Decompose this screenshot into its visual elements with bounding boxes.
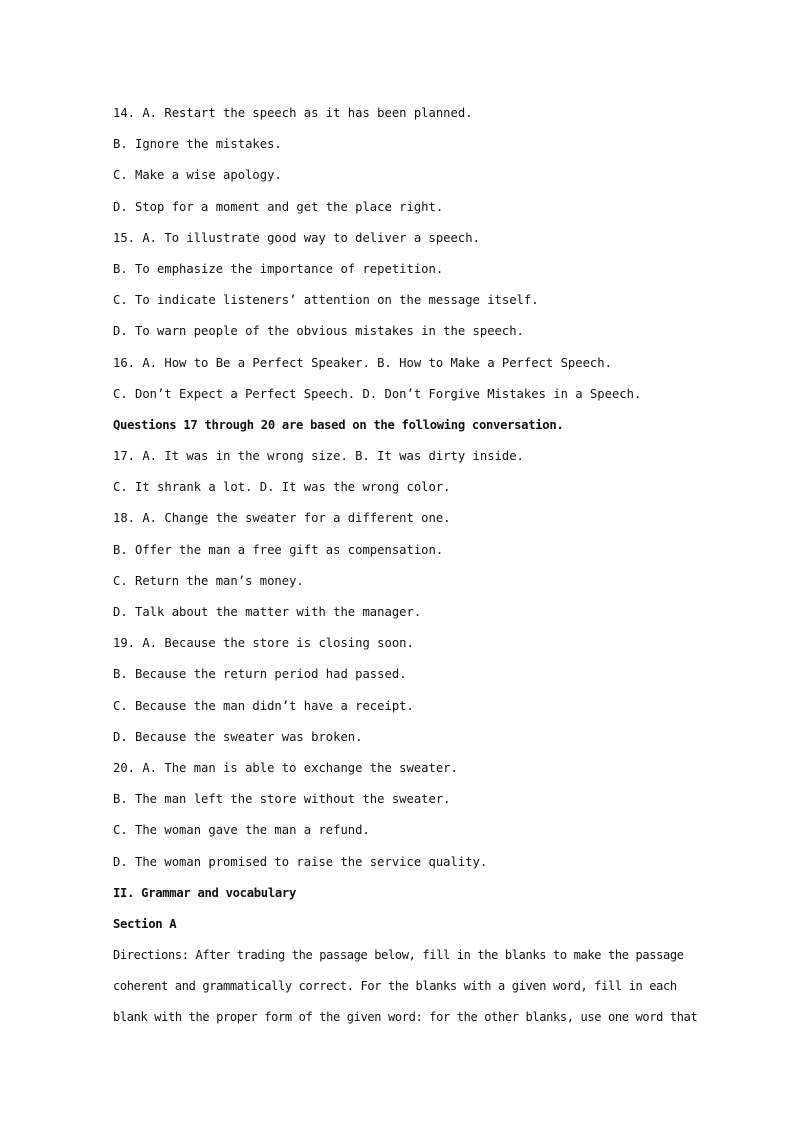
directions-line-2: coherent and grammatically correct. For the blanks with a given word, fill in each [113,979,677,994]
q19-option-d: D. Because the sweater was broken. [113,729,363,744]
directions-line-3: blank with the proper form of the given word: for the other blanks, use one word that [113,1010,698,1025]
part-heading-grammar-vocabulary: II. Grammar and vocabulary [113,885,296,900]
q20-option-a: 20. A. The man is able to exchange the sweater. [113,760,458,775]
q18-option-b: B. Offer the man a free gift as compensation. [113,542,444,557]
q14-option-a: 14. A. Restart the speech as it has been planned. [113,106,473,120]
q16-options-ab: 16. A. How to Be a Perfect Speaker. B. How to Make a Perfect Speech. [113,355,612,370]
q14-option-d: D. Stop for a moment and get the place right. [113,199,444,214]
section-a-heading: Section A [113,916,177,931]
q15-option-c: C. To indicate listeners’ attention on the message itself. [113,293,539,308]
q18-option-c: C. Return the man’s money. [113,573,304,588]
q16-options-cd: C. Don’t Expect a Perfect Speech. D. Don’t Forgive Mistakes in a Speech. [113,386,642,401]
section-heading-questions-17-20: Questions 17 through 20 are based on the following conversation. [113,417,564,432]
q19-option-b: B. Because the return period had passed. [113,667,407,682]
q15-option-a: 15. A. To illustrate good way to deliver a speech. [113,230,480,245]
q15-option-d: D. To warn people of the obvious mistakes in the speech. [113,324,524,339]
q14-option-b: B. Ignore the mistakes. [113,137,282,152]
q15-option-b: B. To emphasize the importance of repetition. [113,261,444,276]
q20-option-c: C. The woman gave the man a refund. [113,823,370,838]
q20-option-d: D. The woman promised to raise the service quality. [113,854,488,869]
q20-option-b: B. The man left the store without the sweater. [113,792,451,807]
q18-option-a: 18. A. Change the sweater for a different one. [113,511,451,526]
document-page [113,103,703,1039]
q17-options-ab: 17. A. It was in the wrong size. B. It was dirty inside. [113,449,524,464]
q18-option-d: D. Talk about the matter with the manager. [113,605,422,619]
q14-option-c: C. Make a wise apology. [113,168,282,183]
q17-options-cd: C. It shrank a lot. D. It was the wrong color. [113,480,451,495]
q19-option-c: C. Because the man didn’t have a receipt. [113,698,414,713]
q19-option-a: 19. A. Because the store is closing soon. [113,636,414,651]
directions-line-1: Directions: After trading the passage below, fill in the blanks to make the passage [113,948,684,963]
